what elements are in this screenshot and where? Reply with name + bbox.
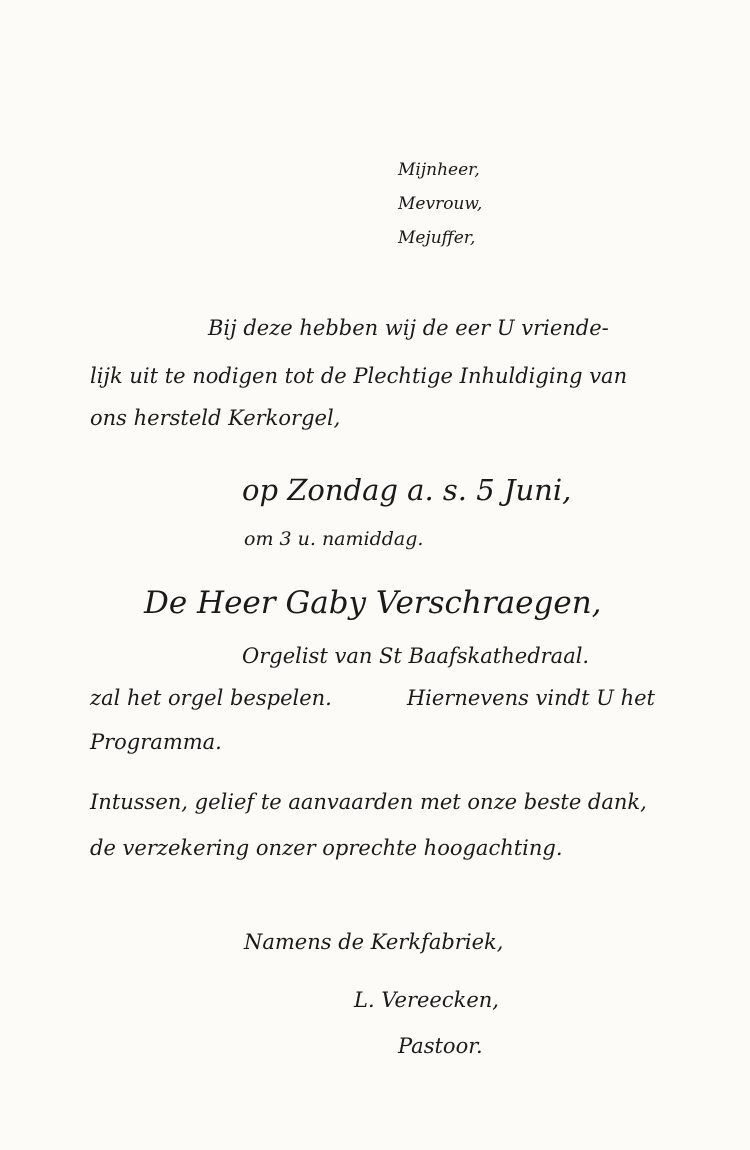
- event-date: op Zondag a. s. 5 Juni,: [242, 473, 572, 507]
- organist-name: De Heer Gaby Verschraegen,: [144, 585, 602, 621]
- organist-line-c: Programma.: [90, 730, 222, 754]
- invitation-line-2: lijk uit te nodigen tot de Plechtige Inhuldiging van: [90, 364, 628, 388]
- organist-line-a: [90, 688, 655, 709]
- signature-role: Pastoor.: [398, 1034, 483, 1058]
- salutation-mevrouw: Mevrouw,: [398, 194, 483, 214]
- event-time: om 3 u. namiddag.: [244, 528, 424, 550]
- closing-line-1: Intussen, gelief te aanvaarden met onze beste dank,: [90, 790, 647, 814]
- organist-title: Orgelist van St Baafskathedraal.: [242, 644, 590, 668]
- invitation-line-3: ons hersteld Kerkorgel,: [90, 406, 341, 430]
- organist-line-a-right: Hiernevens vindt U het: [406, 686, 655, 710]
- signature-name: L. Vereecken,: [354, 988, 499, 1012]
- organist-line-a-left: zal het orgel bespelen.: [90, 686, 332, 710]
- salutation-mejuffer: Mejuffer,: [398, 228, 476, 248]
- closing-line-2: de verzekering onzer oprechte hoogachting.: [90, 836, 563, 860]
- salutation-mijnheer: Mijnheer,: [398, 160, 480, 180]
- invitation-line-1: Bij deze hebben wij de eer U vriende-: [208, 316, 609, 340]
- signature-on-behalf: Namens de Kerkfabriek,: [244, 930, 504, 954]
